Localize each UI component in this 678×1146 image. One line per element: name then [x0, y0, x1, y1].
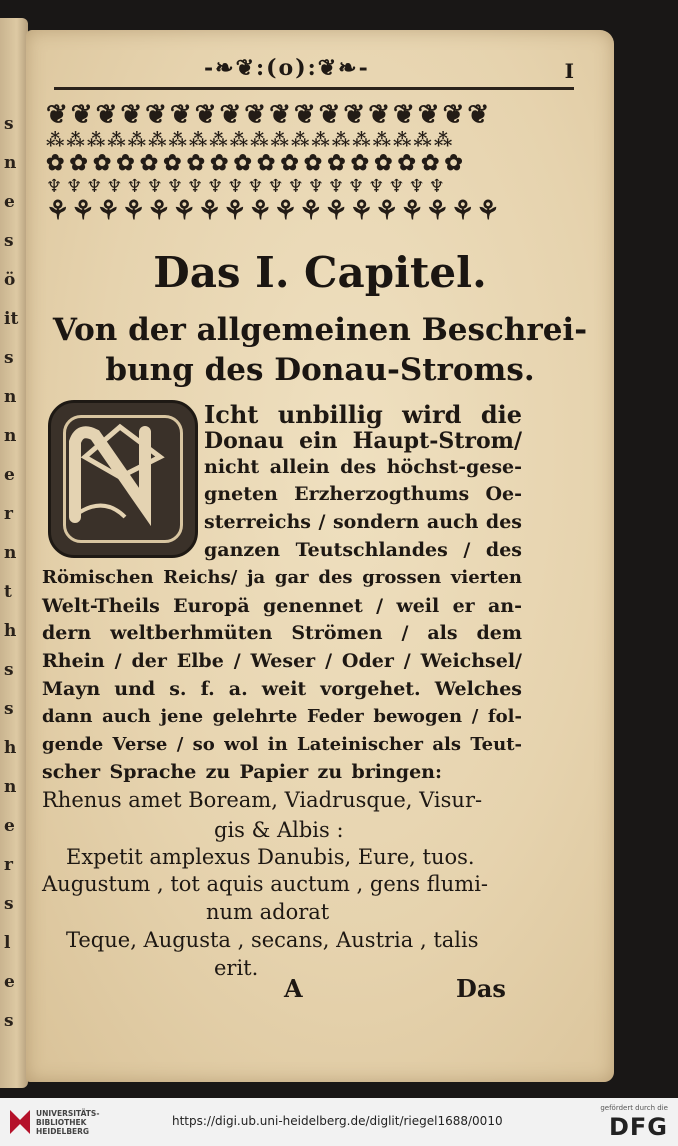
margin-fragment: n [4, 543, 17, 563]
chapter-subtitle-line1: Von der allgemeinen Beschrei- [52, 312, 588, 348]
text-line: Icht unbillig wird die [204, 400, 522, 429]
page-header [54, 55, 574, 95]
margin-fragment: s [4, 660, 14, 680]
funded-by-label: gefördert durch die [600, 1104, 668, 1112]
ornament-row: ❦❦❦❦❦❦❦❦❦❦❦❦❦❦❦❦❦❦ [46, 100, 493, 130]
page-number: I [564, 59, 574, 83]
latin-verse-line: gis & Albis : [214, 818, 344, 842]
margin-fragment: e [4, 816, 15, 836]
margin-fragment: n [4, 426, 17, 446]
text-line: dann auch jene gelehrte Feder bewogen / fol- [42, 705, 522, 727]
book-page [26, 30, 614, 1082]
margin-fragment: t [4, 582, 12, 602]
viewer-footer-bar [0, 1098, 678, 1146]
margin-fragment: s [4, 894, 14, 914]
margin-fragment: r [4, 855, 13, 875]
text-line: gneten Erzherzogthums Oe- [204, 483, 522, 506]
latin-verse-line: num adorat [206, 900, 330, 924]
margin-fragment: e [4, 972, 15, 992]
page-url-link[interactable]: https://digi.ub.uni-heidelberg.de/diglit/riegel1688/0010 [172, 1114, 503, 1128]
text-line: ganzen Teutschlandes / des [204, 539, 522, 561]
margin-fragment: r [4, 504, 13, 524]
header-ornament: -❧❦:(o):❦❧- [204, 55, 370, 81]
latin-verse-line: Teque, Augusta , secans, Austria , talis [66, 928, 479, 952]
latin-verse-line: erit. [214, 956, 259, 980]
margin-fragment: ö [4, 270, 16, 290]
margin-fragment: s [4, 348, 14, 368]
signature-mark: A [284, 974, 303, 1003]
chapter-title: Das I. Capitel. [153, 248, 487, 297]
institution-name: UNIVERSITÄTS- BIBLIOTHEK HEIDELBERG [36, 1109, 100, 1136]
text-line: Rhein / der Elbe / Weser / Oder / Weichsel/ [42, 650, 522, 673]
margin-fragment: l [4, 933, 11, 953]
margin-fragment: n [4, 777, 17, 797]
ornament-row: ⁂⁂⁂⁂⁂⁂⁂⁂⁂⁂⁂⁂⁂⁂⁂⁂⁂⁂⁂⁂ [46, 130, 455, 151]
text-line: dern weltberhmüten Strömen / als dem [42, 622, 522, 645]
dfg-logo: DFG [608, 1113, 668, 1141]
margin-fragment: h [4, 621, 17, 641]
university-library-logo [8, 1106, 32, 1138]
ornament-row: ♆♆♆♆♆♆♆♆♆♆♆♆♆♆♆♆♆♆♆♆ [46, 176, 449, 197]
margin-fragment: s [4, 114, 14, 134]
text-line: Donau ein Haupt-Strom/ [204, 427, 522, 454]
text-line: Römischen Reichs/ ja gar des grossen vierten [42, 566, 522, 588]
header-rule [54, 87, 574, 90]
text-line: scher Sprache zu Papier zu bringen: [42, 761, 442, 784]
left-page-edge [0, 18, 28, 1088]
latin-verse-line: Rhenus amet Boream, Viadrusque, Visur- [42, 788, 483, 812]
text-line: Mayn und s. f. a. weit vorgehet. Welches [42, 678, 522, 700]
chapter-subtitle-line2: bung des Donau-Stroms. [105, 352, 535, 388]
initial-letter-graphic [65, 417, 175, 535]
margin-fragment: s [4, 231, 14, 251]
margin-fragment: s [4, 699, 14, 719]
margin-fragment: h [4, 738, 17, 758]
catchword: Das [456, 974, 506, 1003]
margin-fragment: s [4, 1011, 14, 1031]
decorated-initial-n [48, 400, 198, 558]
ornament-row: ⚘⚘⚘⚘⚘⚘⚘⚘⚘⚘⚘⚘⚘⚘⚘⚘⚘⚘ [46, 196, 502, 226]
margin-fragment: n [4, 153, 17, 173]
margin-fragment: n [4, 387, 17, 407]
text-line: nicht allein des höchst-gese- [204, 455, 522, 478]
latin-verse-line: Augustum , tot aquis auctum , gens flumi- [42, 872, 489, 896]
margin-fragment: it [4, 309, 19, 329]
text-line: sterreichs / sondern auch des [204, 511, 522, 534]
margin-fragment: e [4, 465, 15, 485]
ornament-row: ✿✿✿✿✿✿✿✿✿✿✿✿✿✿✿✿✿✿ [46, 150, 468, 176]
latin-verse-line: Expetit amplexus Danubis, Eure, tuos. [66, 845, 475, 869]
text-line: gende Verse / so wol in Lateinischer als Teut- [42, 733, 522, 755]
text-line: Welt-Theils Europä genennet / weil er an- [42, 594, 522, 617]
margin-fragment: e [4, 192, 15, 212]
